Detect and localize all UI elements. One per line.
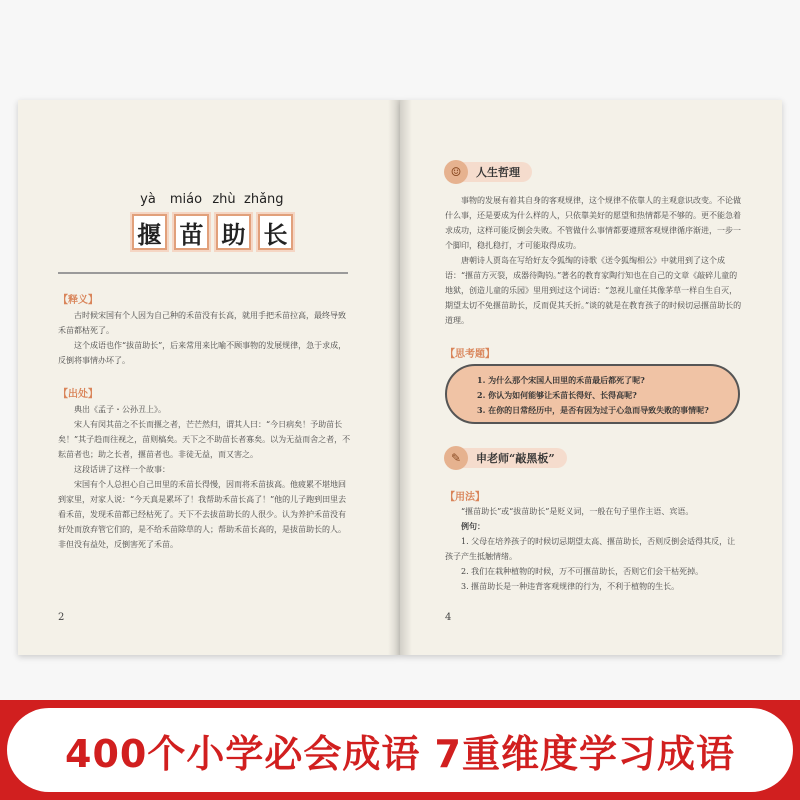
pinyin-4: zhǎng [244, 192, 284, 207]
example-2: 2. 我们在栽种植物的时候，万不可揠苗助长，否则它们会干枯死掉。 [461, 567, 704, 576]
question-2: 2. 你认为如何能够让禾苗长得好、长得高呢? [477, 390, 637, 400]
yongfa-label: 【用法】 [445, 492, 485, 503]
zhexue-line-2: 唐朝诗人贾岛在写给好友令狐绹的诗歌《送令狐绹相公》中就用到了这个成语：“揠苗方灭裂，成器待陶钧。”著名的教育家陶行知也在自己的文章《敲碎儿童的地狱，创造儿童的乐园》里用到过这个词语：“忽视儿童任其像茅草一样自生自灭，期望太切不免揠苗助长，反而促其夭折。”谈的就是在教育孩子的时候切忌揠苗助长的道理。 [445, 256, 742, 325]
left-page [18, 100, 400, 655]
title-char-4: 长 [258, 214, 293, 250]
banner-text: 400个小学必会成语 7重维度学习成语 [7, 708, 793, 792]
chuchu-text [58, 402, 353, 552]
thinker-icon: ☺ [444, 160, 468, 184]
pencil-icon: ✎ [444, 446, 468, 470]
shiyi-line-2: 这个成语也作“拔苗助长”，后来常用来比喻不顾事物的发展规律，急于求成，反倒将事情办坏了。 [58, 341, 347, 365]
title-char-3: 助 [216, 214, 251, 250]
idiom-title [130, 212, 295, 252]
yongfa-text [445, 504, 743, 594]
title-char-1: 揠 [132, 214, 167, 250]
zhexue-line-1: 事物的发展有着其自身的客观规律，这个规律不依靠人的主观意识改变。不论做什么事，还是要成为什么样的人，只依靠美好的愿望和热情都是不够的。更不能急着求成功，这样可能反倒会失败。不管做什么事情都要遵照客观规律循序渐进，一步一个脚印，稳扎稳打，才可能取得成功。 [445, 196, 741, 250]
pinyin-1: yà [140, 192, 156, 207]
shiyi-line-1: 古时候宋国有个人因为自己种的禾苗没有长高，就用手把禾苗拉高，最终导致禾苗都枯死了。 [58, 311, 346, 335]
example-3: 3. 揠苗助长是一种违背客观规律的行为，不利于植物的生长。 [461, 582, 680, 591]
page-number-right: 4 [445, 612, 452, 623]
question-1: 1. 为什么那个宋国人田里的禾苗最后都死了呢? [477, 375, 645, 385]
promo-banner [0, 700, 800, 800]
heiban-label: 申老师“敲黑板” [476, 452, 555, 465]
title-pinyin [130, 192, 284, 207]
shiyi-text [58, 308, 353, 368]
example-1: 1. 父母在培养孩子的时候切忌期望太高、揠苗助长，否则反倒会适得其反，让孩子产生抵触情绪。 [445, 537, 736, 561]
zhexue-badge [448, 162, 532, 182]
shiyi-label: 【释义】 [58, 295, 98, 306]
title-char-2: 苗 [174, 214, 209, 250]
sikao-label: 【思考题】 [445, 349, 495, 360]
chuchu-line-1: 典出《孟子・公孙丑上》。 [74, 405, 166, 414]
example-label: 例句： [461, 521, 485, 531]
zhexue-label: 人生哲理 [476, 166, 520, 179]
pinyin-2: miáo [169, 192, 203, 207]
book-gutter [388, 100, 412, 655]
chuchu-line-2: 宋人有闵其苗之不长而揠之者，芒芒然归，谓其人曰：“今日病矣！予助苗长矣！”其子趋而往视之，苗则槁矣。天下之不助苗长者寡矣。以为无益而舍之者，不耘苗者也；助之长者，揠苗者也。非徒无益，而又害之。 [58, 420, 351, 459]
question-3: 3. 在你的日常经历中，是否有因为过于心急而导致失败的事情呢? [477, 405, 709, 415]
page-number-left: 2 [58, 612, 65, 623]
pinyin-3: zhù [212, 192, 236, 207]
yongfa-intro: “揠苗助长”或“拔苗助长”是贬义词，一般在句子里作主语、宾语。 [461, 507, 694, 516]
heiban-badge [448, 448, 567, 468]
title-divider [58, 272, 348, 274]
chuchu-line-4: 宋国有个人总担心自己田里的禾苗长得慢，因而将禾苗拔高。他疲累不堪地回到家里，对家人说：“今天真是累坏了！我帮助禾苗长高了！”他的儿子跑到田里去看禾苗，发现禾苗都已经枯死了。天下不去拔苗助长的人很少。认为养护禾苗没有好处而放弃管它们的，是不给禾苗除草的人；帮助禾苗长高的，是拔苗助长的人。非但没有益处，反倒害死了禾苗。 [58, 480, 347, 549]
chuchu-line-3: 这段话讲了这样一个故事： [74, 465, 170, 474]
zhexue-text [445, 193, 743, 328]
question-box [445, 364, 740, 424]
chuchu-label: 【出处】 [58, 389, 98, 400]
